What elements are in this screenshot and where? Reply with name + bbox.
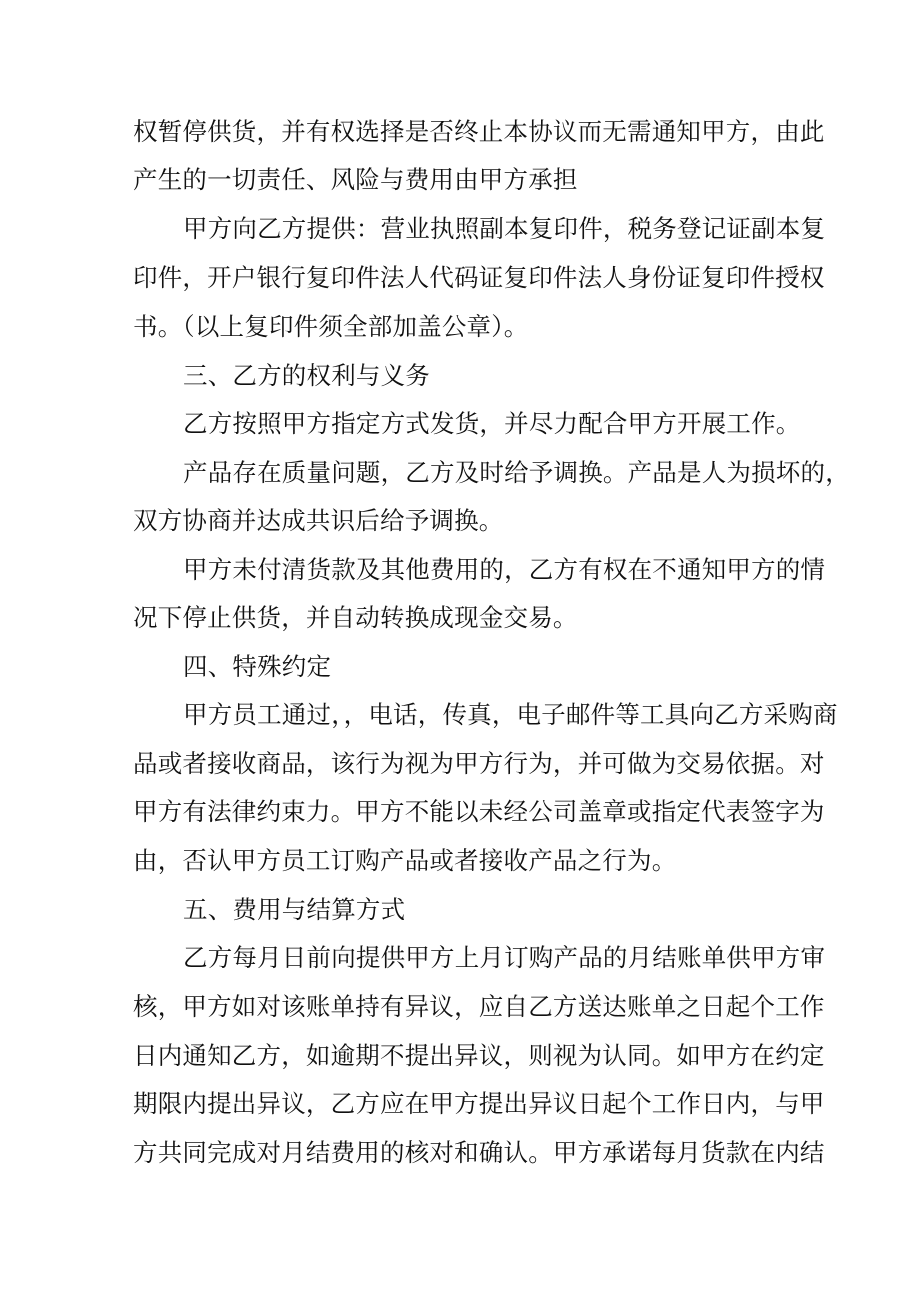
text-line: 期限内提出异议，乙方应在甲方提出异议日起个工作日内，与甲: [133, 1089, 825, 1118]
section-heading: 三、乙方的权利与义务: [183, 361, 430, 390]
text-line: 由，否认甲方员工订购产品或者接收产品之行为。: [133, 846, 677, 875]
text-line: 甲方有法律约束力。甲方不能以未经公司盖章或指定代表签字为: [133, 797, 825, 826]
text-line: 乙方每月日前向提供甲方上月订购产品的月结账单供甲方审: [183, 943, 826, 972]
text-line: 方共同完成对月结费用的核对和确认。甲方承诺每月货款在内结: [133, 1138, 825, 1167]
text-line: 甲方未付清货款及其他费用的，乙方有权在不通知甲方的情: [183, 555, 826, 584]
text-line: 日内通知乙方，如逾期不提出异议，则视为认同。如甲方在约定: [133, 1041, 825, 1070]
text-line: 书。（以上复印件须全部加盖公章）。: [133, 312, 529, 341]
text-line: 双方协商并达成共识后给予调换。: [133, 506, 504, 535]
text-line: 权暂停供货，并有权选择是否终止本协议而无需通知甲方，由此: [133, 117, 825, 146]
text-line: 产生的一切责任、风险与费用由甲方承担: [133, 165, 578, 194]
section-heading: 五、费用与结算方式: [183, 895, 406, 924]
section-heading: 四、特殊约定: [183, 652, 332, 681]
text-line: 核，甲方如对该账单持有异议，应自乙方送达账单之日起个工作: [133, 992, 825, 1021]
text-line: 乙方按照甲方指定方式发货，并尽力配合甲方开展工作。: [183, 409, 801, 438]
text-line: 甲方向乙方提供：营业执照副本复印件，税务登记证副本复: [183, 214, 826, 243]
text-line: 印件，开户银行复印件法人代码证复印件法人身份证复印件授权: [133, 263, 825, 292]
text-line: 况下停止供货，并自动转换成现金交易。: [133, 603, 578, 632]
text-line: 品或者接收商品，该行为视为甲方行为，并可做为交易依据。对: [133, 749, 825, 778]
text-line: 产品存在质量问题，乙方及时给予调换。产品是人为损坏的，: [183, 458, 850, 487]
text-line: 甲方员工通过，，电话，传真，电子邮件等工具向乙方采购商: [183, 700, 838, 729]
